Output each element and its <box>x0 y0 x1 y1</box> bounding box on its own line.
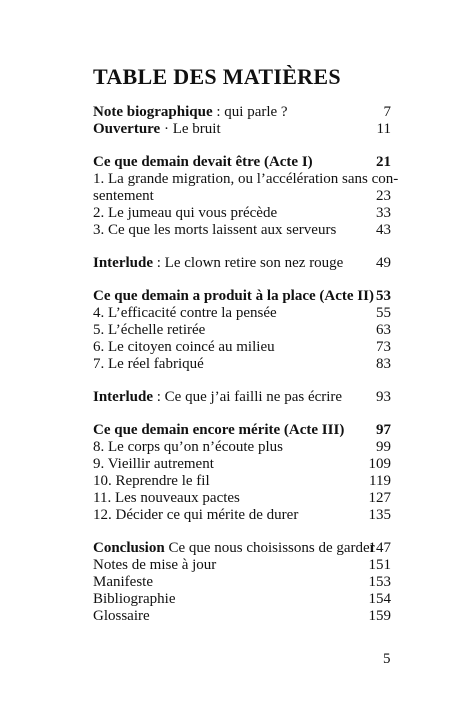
page-number: 55 <box>376 305 391 321</box>
page-number: 33 <box>376 205 391 221</box>
page-number: 97 <box>376 422 391 438</box>
back-matter-title: Manifeste <box>93 574 153 590</box>
toc-entry <box>93 591 391 608</box>
page-number: 73 <box>376 339 391 355</box>
toc-entry <box>93 507 391 524</box>
page-title: TABLE DES MATIÈRES <box>93 64 341 89</box>
toc-entry <box>93 255 391 272</box>
page-number: 93 <box>376 389 391 405</box>
page-number: 127 <box>368 490 391 506</box>
folio-page-number: 5 <box>383 651 391 667</box>
section-spacer <box>93 239 391 255</box>
toc-entry <box>93 574 391 591</box>
toc-entry <box>93 356 391 373</box>
toc-entry <box>93 439 391 456</box>
toc-entry <box>93 473 391 490</box>
section-spacer <box>93 138 391 154</box>
chapter-title: 8. Le corps qu’on n’écoute plus <box>93 439 283 455</box>
back-matter-title: Bibliographie <box>93 591 176 607</box>
chapter-title: 2. Le jumeau qui vous précède <box>93 205 278 221</box>
chapter-title: 10. Reprendre le fil <box>93 473 210 489</box>
back-matter-title: Glossaire <box>93 608 150 624</box>
page-number: 119 <box>369 473 391 489</box>
chapter-title: 11. Les nouveaux pactes <box>93 490 240 506</box>
toc-entry <box>93 540 391 557</box>
page-number: 21 <box>376 154 391 170</box>
toc-entry <box>93 322 391 339</box>
page-number: 53 <box>376 288 391 304</box>
section-spacer <box>93 272 391 288</box>
page-number: 99 <box>376 439 391 455</box>
chapter-title: 9. Vieillir autrement <box>93 456 214 472</box>
chapter-title: 1. La grande migration, ou l’accélération sans con- <box>93 171 399 187</box>
act-title: Ce que demain encore mérite (Acte III) <box>93 422 345 438</box>
toc-entry <box>93 608 391 625</box>
chapter-title: 6. Le citoyen coincé au milieu <box>93 339 275 355</box>
chapter-title-continued: sentement <box>93 188 154 204</box>
toc-entry <box>93 389 391 406</box>
act-title: Ce que demain devait être (Acte I) <box>93 154 313 170</box>
page-number: 63 <box>376 322 391 338</box>
entry-subtitle: : Ce que j’ai failli ne pas écrire <box>153 389 343 405</box>
chapter-title: 5. L’échelle retirée <box>93 322 206 338</box>
page-number: 147 <box>368 540 391 556</box>
entry-subtitle: Ce que nous choisissons de garder <box>164 540 375 556</box>
page-number: 23 <box>376 188 391 204</box>
page-number: 11 <box>376 121 391 137</box>
page-number: 49 <box>376 255 391 271</box>
toc-entry <box>93 557 391 574</box>
toc-entry <box>93 222 391 239</box>
chapter-title: 12. Décider ce qui mérite de durer <box>93 507 299 523</box>
page-number: 153 <box>368 574 391 590</box>
toc-act-heading <box>93 154 391 171</box>
toc-entry <box>93 171 399 188</box>
entry-subtitle: : Le clown retire son nez rouge <box>153 255 344 271</box>
page-number: 154 <box>368 591 391 607</box>
entry-heading: Ouverture <box>93 121 161 137</box>
chapter-title: 3. Ce que les morts laissent aux serveurs <box>93 222 337 238</box>
section-spacer <box>93 524 391 540</box>
toc-entry <box>93 456 391 473</box>
back-matter-title: Notes de mise à jour <box>93 557 217 573</box>
entry-heading: Interlude <box>93 389 153 405</box>
toc-entry <box>93 490 391 507</box>
page-number: 151 <box>368 557 391 573</box>
section-spacer <box>93 373 391 389</box>
page-number: 109 <box>368 456 391 472</box>
page-number: 83 <box>376 356 391 372</box>
table-of-contents <box>93 104 399 625</box>
page-number: 135 <box>368 507 391 523</box>
entry-heading: Note biographique <box>93 104 213 120</box>
chapter-title: 4. L’efficacité contre la pensée <box>93 305 277 321</box>
entry-heading: Interlude <box>93 255 153 271</box>
toc-entry <box>93 205 391 222</box>
section-spacer <box>93 406 391 422</box>
page-number: 7 <box>383 104 391 120</box>
page-number: 43 <box>376 222 391 238</box>
toc-entry <box>93 188 391 205</box>
entry-subtitle: · Le bruit <box>160 121 221 137</box>
toc-act-heading <box>93 422 391 439</box>
act-title: Ce que demain a produit à la place (Acte II) <box>93 288 374 304</box>
entry-heading: Conclusion <box>93 540 165 556</box>
entry-subtitle: : qui parle ? <box>212 104 288 120</box>
chapter-title: 7. Le réel fabriqué <box>93 356 204 372</box>
page-number: 159 <box>368 608 391 624</box>
toc-entry <box>93 305 391 322</box>
toc-entry <box>93 104 391 121</box>
toc-act-heading <box>93 288 391 305</box>
toc-entry <box>93 121 391 138</box>
toc-entry <box>93 339 391 356</box>
